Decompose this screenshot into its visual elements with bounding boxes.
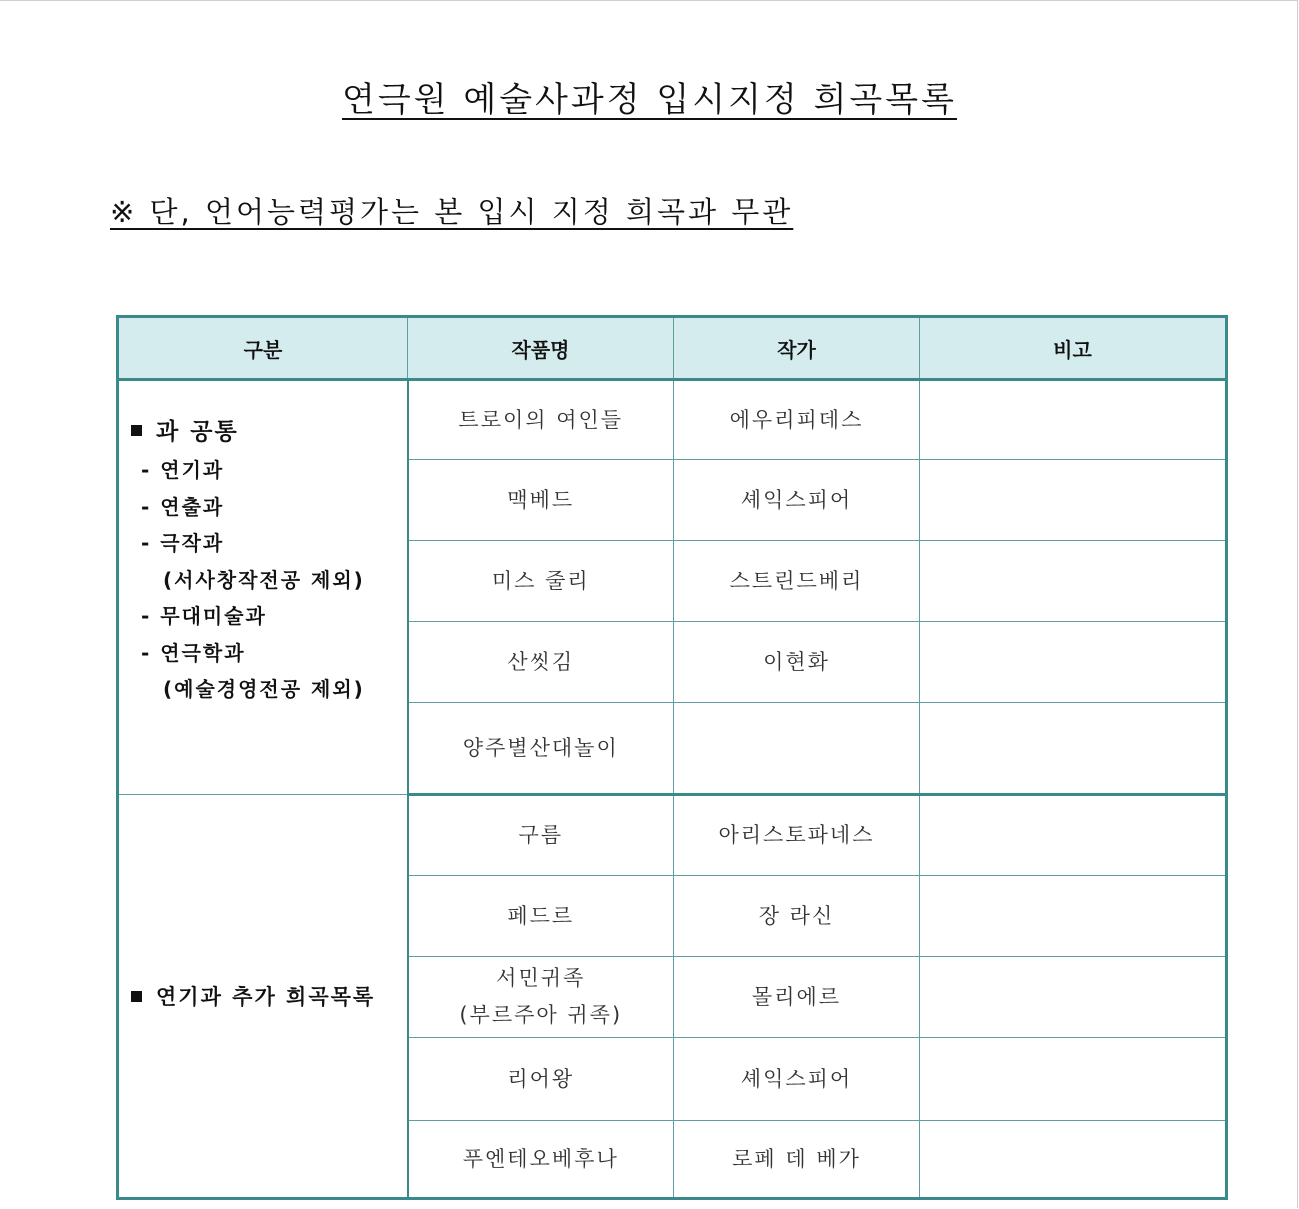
category-common (118, 380, 408, 795)
remark-cell (920, 957, 1227, 1038)
work-title: 페드르 (408, 876, 674, 957)
header-remark: 비고 (920, 317, 1227, 380)
work-title-main: 서민귀족 (496, 966, 586, 991)
header-category: 구분 (118, 317, 408, 380)
table-row (118, 380, 1227, 460)
category-title: 과 공통 (131, 413, 407, 446)
work-title: 리어왕 (408, 1038, 674, 1121)
square-bullet-icon (131, 425, 142, 436)
header-row (118, 317, 1227, 380)
author-name: 셰익스피어 (674, 460, 920, 541)
square-bullet-icon (131, 991, 142, 1002)
department-item: - 연기과 (141, 458, 225, 483)
author-name: 스트린드베리 (674, 541, 920, 622)
department-item: - 무대미술과 (141, 604, 267, 629)
header-author: 작가 (674, 317, 920, 380)
department-item: - 극작과 (141, 531, 225, 556)
remark-cell (920, 1038, 1227, 1121)
remark-cell (920, 1121, 1227, 1199)
document-title: 연극원 예술사과정 입시지정 희곡목록 (342, 80, 957, 120)
remark-cell (920, 541, 1227, 622)
category-acting-extra (118, 795, 408, 1199)
remark-cell (920, 876, 1227, 957)
department-item: - 연출과 (141, 494, 225, 519)
exemption-note: ※ 단, 언어능력평가는 본 입시 지정 희곡과 무관 (110, 195, 794, 229)
work-title: 맥베드 (408, 460, 674, 541)
remark-cell (920, 460, 1227, 541)
department-exception: (예술경영전공 제외) (163, 677, 365, 702)
author-name (674, 703, 920, 795)
department-exception: (서사창작전공 제외) (163, 567, 365, 592)
work-title (408, 957, 674, 1038)
work-title: 푸엔테오베후나 (408, 1121, 674, 1199)
remark-cell (920, 622, 1227, 703)
work-title-alt: (부르주아 귀족) (459, 1003, 623, 1027)
author-name: 로페 데 베가 (674, 1121, 920, 1199)
department-item: - 연극학과 (141, 640, 246, 665)
work-title: 트로이의 여인들 (408, 380, 674, 460)
work-title: 양주별산대놀이 (408, 703, 674, 795)
remark-cell (920, 795, 1227, 876)
author-name: 장 라신 (674, 876, 920, 957)
author-name: 아리스토파네스 (674, 795, 920, 876)
author-name: 몰리에르 (674, 957, 920, 1038)
author-name: 이현화 (674, 622, 920, 703)
header-work: 작품명 (408, 317, 674, 380)
table-row (118, 795, 1227, 876)
author-name: 에우리피데스 (674, 380, 920, 460)
category-title: 연기과 추가 희곡목록 (131, 981, 407, 1011)
work-title: 미스 줄리 (408, 541, 674, 622)
remark-cell (920, 703, 1227, 795)
work-title: 구름 (408, 795, 674, 876)
play-list-table (116, 315, 1228, 1200)
remark-cell (920, 380, 1227, 460)
work-title: 산씻김 (408, 622, 674, 703)
author-name: 셰익스피어 (674, 1038, 920, 1121)
